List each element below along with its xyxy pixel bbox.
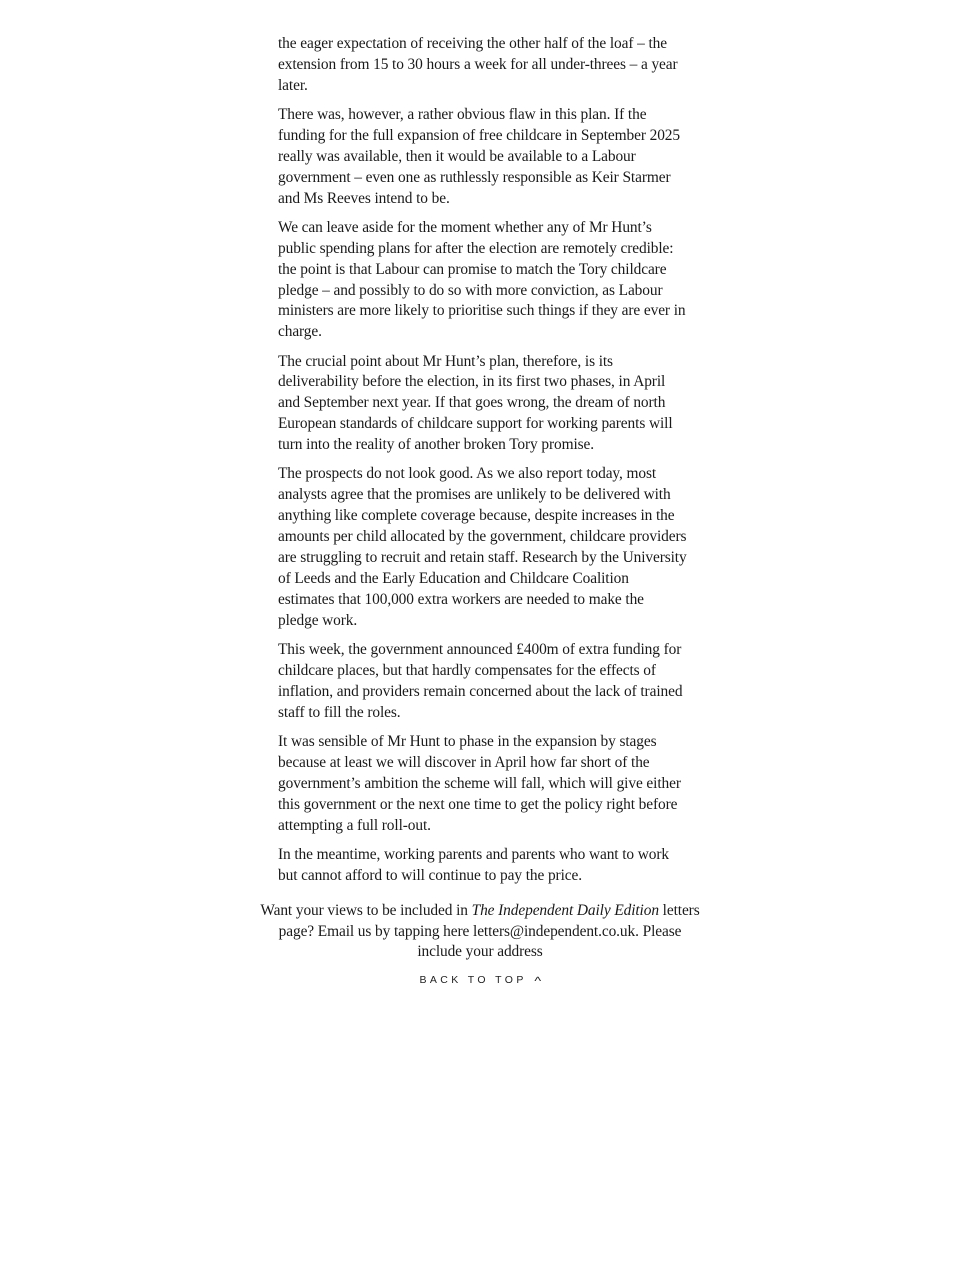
- article-paragraph-1: the eager expectation of receiving the other half of the loaf – the extension from 15 to 30 hours a week for all under-threes – a year later.: [278, 35, 678, 94]
- article-paragraph-5: The prospects do not look good. As we also report today, most analysts agree that the promises are unlikely to be delivered with anything like complete coverage because, despite increases in the amounts per child allocated by the government, childcare providers are struggling to recruit and retain staff. Research by the University of Leeds and the Early Education and Childcare Coalition estimates that 100,000 extra workers are needed to make the pledge work.: [278, 465, 687, 629]
- chevron-up-icon: ^: [534, 974, 542, 988]
- article-paragraph-3: We can leave aside for the moment whether any of Mr Hunt’s public spending plans for after the election are remotely credible: the point is that Labour can promise to match the Tory childcare pledge – and possibly to do so with more conviction, as Labour ministers are more likely to prioritise such things if they are ever in charge.: [278, 218, 686, 341]
- letters-email-link[interactable]: letters@independent.co.uk: [473, 922, 636, 940]
- letters-invitation-suffix: . Please include your address: [417, 922, 682, 960]
- back-to-top-button[interactable]: [0, 972, 960, 986]
- article-paragraph-6: This week, the government announced £400m of extra funding for childcare places, but that hardly compensates for the effects of inflation, and providers remain concerned about the lack of trained staff to fill the roles.: [278, 640, 683, 721]
- article-paragraph-7: It was sensible of Mr Hunt to phase in the expansion by stages because at least we will discover in April how far short of the government’s ambition the scheme will fall, which will give either this government or the next one time to get the policy right before attempting a full roll-out.: [278, 732, 681, 834]
- article-paragraph-2: There was, however, a rather obvious flaw in this plan. If the funding for the full expansion of free childcare in September 2025 really was available, then it would be available to a Labour government – even one as ruthlessly responsible as Keir Starmer and Ms Reeves intend to be.: [278, 106, 680, 207]
- letters-invitation-prefix: Want your views to be included in: [260, 902, 472, 919]
- article-paragraph-8: In the meantime, working parents and parents who want to work but cannot afford to will continue to pay the price.: [278, 845, 669, 884]
- letters-invitation-middle: letters page? Email us by tapping here: [278, 902, 700, 940]
- publication-name: The Independent Daily Edition: [471, 902, 659, 919]
- back-to-top-label: BACK TO TOP: [419, 974, 527, 986]
- article-body: [278, 34, 688, 895]
- letters-invitation: [260, 901, 700, 963]
- article-paragraph-4: The crucial point about Mr Hunt’s plan, therefore, is its deliverability before the election, in its first two phases, in April and September next year. If that goes wrong, the dream of north European standards of childcare support for working parents will turn into the reality of another broken Tory promise.: [278, 352, 673, 454]
